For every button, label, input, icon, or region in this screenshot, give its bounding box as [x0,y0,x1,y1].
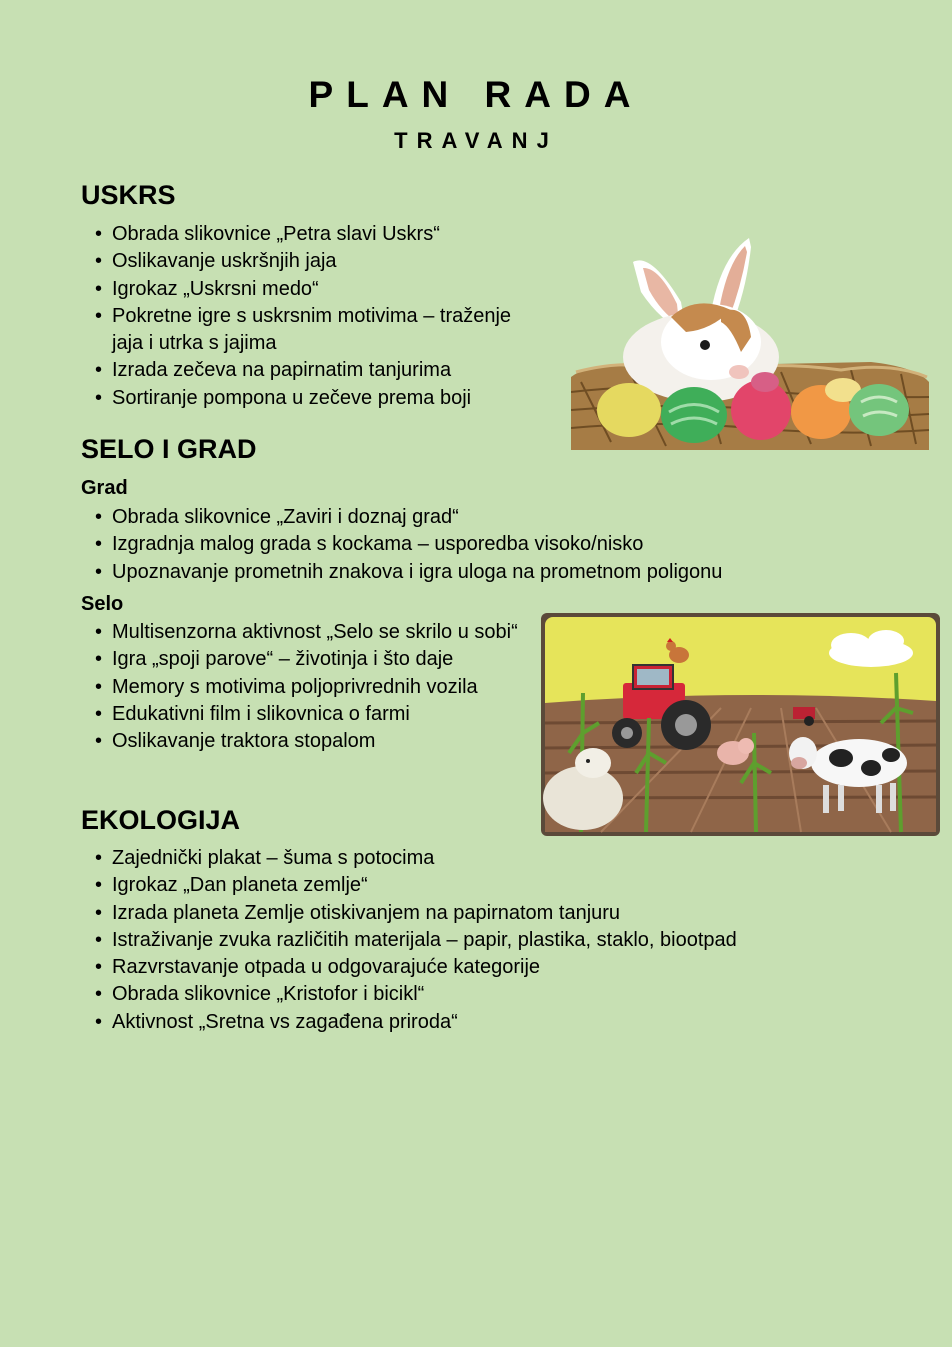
list-item: • Obrada slikovnice „Zaviri i doznaj grad“ [95,504,855,531]
easter-bunny-image [571,232,931,454]
list-item: • Obrada slikovnice „Kristofor i bicikl“ [95,981,885,1008]
selo-list [95,619,520,755]
list-item: • Pokretne igre s uskrsnim motivima – traženje jaja i utrka s jajima [95,303,515,358]
subheading-grad: Grad [81,477,128,499]
uskrs-list [95,221,515,412]
list-item: • Memory s motivima poljoprivrednih vozila [95,674,520,701]
list-item: • Izgradnja malog grada s kockama – usporedba visoko/nisko [95,531,855,558]
list-item: • Oslikavanje uskršnjih jaja [95,248,515,275]
list-item: • Edukativni film i slikovnica o farmi [95,701,520,728]
subheading-selo: Selo [81,593,124,615]
list-item: • Oslikavanje traktora stopalom [95,728,520,755]
list-item: • Multisenzorna aktivnost „Selo se skrilo u sobi“ [95,619,520,646]
page-title: PLAN RADA [308,74,644,115]
list-item: • Obrada slikovnice „Petra slavi Uskrs“ [95,221,515,248]
list-item: • Aktivnost „Sretna vs zagađena priroda“ [95,1009,885,1036]
section-heading-uskrs: USKRS [81,180,176,210]
list-item: • Izrada planeta Zemlje otiskivanjem na papirnatom tanjuru [95,900,885,927]
list-item: • Igrokaz „Dan planeta zemlje“ [95,872,885,899]
list-item: • Igrokaz „Uskrsni medo“ [95,276,515,303]
page-subtitle: TRAVANJ [394,128,558,153]
list-item: • Istraživanje zvuka različitih materijala – papir, plastika, staklo, biootpad [95,927,885,954]
list-item: • Sortiranje pompona u zečeve prema boji [95,385,515,412]
list-item: • Upoznavanje prometnih znakova i igra uloga na prometnom poligonu [95,559,855,586]
section-heading-ekologija: EKOLOGIJA [81,805,241,835]
ekologija-list [95,845,885,1036]
list-item: • Zajednički plakat – šuma s potocima [95,845,885,872]
farm-image [541,613,940,836]
grad-list [95,504,855,586]
section-heading-selo-i-grad: SELO I GRAD [81,434,257,464]
list-item: • Igra „spoji parove“ – životinja i što daje [95,646,520,673]
list-item: • Izrada zečeva na papirnatim tanjurima [95,357,515,384]
list-item: • Razvrstavanje otpada u odgovarajuće kategorije [95,954,885,981]
